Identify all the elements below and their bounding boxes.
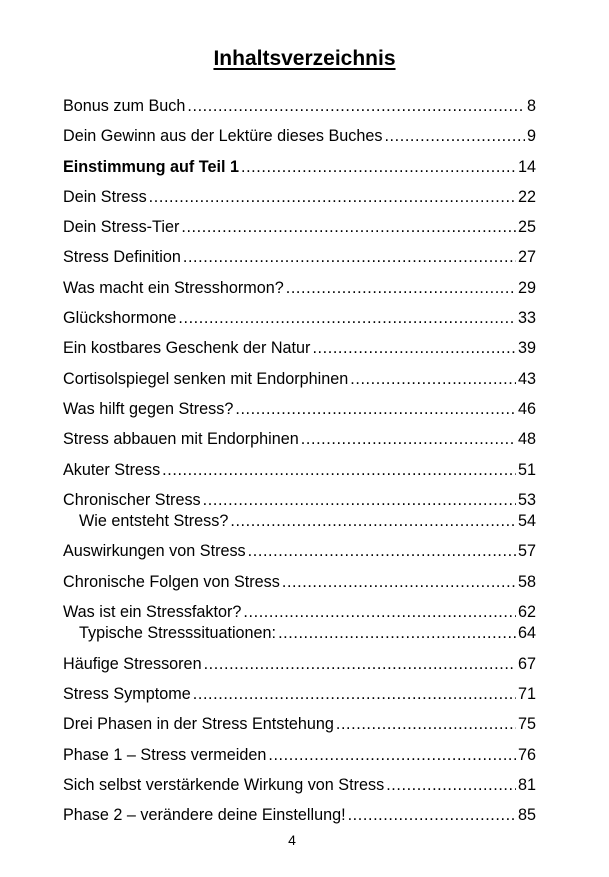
toc-entry[interactable]: [63, 126, 536, 146]
toc-entry-page: 29: [517, 278, 536, 297]
toc-entry-page: 75: [517, 715, 536, 734]
toc-entry[interactable]: [63, 96, 536, 116]
toc-entry[interactable]: [63, 278, 536, 298]
toc-entry-title: Chronischer Stress: [63, 490, 201, 509]
toc-entry-page: 51: [517, 460, 536, 479]
toc-entry-title: Stress Definition: [63, 248, 181, 267]
toc-entry-page: 8: [526, 97, 536, 115]
toc-entry[interactable]: [63, 572, 536, 592]
toc-entry-title: Was macht ein Stresshormon?: [63, 278, 284, 297]
toc-entry[interactable]: [63, 623, 536, 643]
toc-dot-leader: [162, 460, 516, 480]
toc-entry-title: Häufige Stressoren: [63, 654, 202, 673]
toc-entry[interactable]: [63, 460, 536, 480]
toc-dot-leader: [268, 745, 516, 765]
toc-entry-page: 76: [517, 745, 536, 764]
table-of-contents: [63, 96, 536, 825]
toc-entry-title: Cortisolspiegel senken mit Endorphinen: [63, 369, 349, 388]
toc-dot-leader: [181, 217, 516, 237]
toc-entry-page: 85: [517, 806, 536, 825]
toc-entry[interactable]: [63, 187, 536, 207]
toc-dot-leader: [282, 572, 516, 592]
toc-entry-title: Phase 1 – Stress vermeiden: [63, 745, 267, 764]
toc-entry-title: Chronische Folgen von Stress: [63, 572, 280, 591]
toc-entry[interactable]: [63, 541, 536, 561]
toc-entry-page: 43: [517, 369, 536, 388]
toc-entry-title: Phase 2 – verändere deine Einstellung!: [63, 806, 346, 825]
toc-entry[interactable]: [63, 217, 536, 237]
toc-entry-title: Sich selbst verstärkende Wirkung von Stress: [63, 775, 385, 794]
toc-entry-title: Einstimmung auf Teil 1: [63, 157, 239, 176]
toc-dot-leader: [178, 308, 516, 328]
toc-entry[interactable]: [63, 308, 536, 328]
toc-entry-page: 22: [517, 187, 536, 206]
toc-entry-title: Dein Stress-Tier: [63, 218, 180, 237]
toc-entry[interactable]: [63, 157, 536, 177]
toc-entry-title: Was hilft gegen Stress?: [63, 399, 234, 418]
toc-entry[interactable]: [63, 684, 536, 704]
toc-dot-leader: [312, 338, 516, 358]
toc-entry[interactable]: [63, 775, 536, 795]
toc-dot-leader: [336, 714, 516, 734]
toc-entry-page: 58: [517, 572, 536, 591]
toc-entry-title: Akuter Stress: [63, 460, 161, 479]
toc-title: Inhaltsverzeichnis: [213, 47, 396, 70]
toc-entry[interactable]: [63, 399, 536, 419]
toc-dot-leader: [384, 126, 525, 146]
toc-entry-page: 48: [517, 430, 536, 449]
toc-entry-title: Typische Stresssituationen:: [79, 624, 277, 643]
toc-entry[interactable]: [63, 654, 536, 674]
toc-dot-leader: [241, 157, 516, 177]
toc-dot-leader: [248, 541, 516, 561]
toc-entry-title: Was ist ein Stressfaktor?: [63, 603, 242, 622]
toc-entry-page: 9: [526, 127, 536, 146]
toc-entry[interactable]: [63, 429, 536, 449]
toc-entry[interactable]: [63, 714, 536, 734]
page-number: 4: [288, 832, 296, 848]
toc-entry-title: Dein Gewinn aus der Lektüre dieses Buches: [63, 127, 383, 146]
toc-dot-leader: [350, 369, 516, 389]
toc-dot-leader: [187, 96, 525, 116]
toc-entry-page: 14: [517, 157, 536, 176]
toc-entry-title: Wie entsteht Stress?: [79, 512, 229, 531]
toc-entry[interactable]: [63, 338, 536, 358]
toc-entry-page: 33: [517, 309, 536, 328]
toc-entry-page: 39: [517, 339, 536, 358]
toc-entry-title: Ein kostbares Geschenk der Natur: [63, 339, 311, 358]
toc-entry-page: 57: [517, 542, 536, 561]
toc-entry[interactable]: [63, 602, 536, 622]
toc-dot-leader: [203, 490, 516, 510]
toc-entry-page: 62: [517, 603, 536, 622]
toc-entry[interactable]: [63, 511, 536, 531]
toc-entry-page: 54: [517, 512, 536, 531]
toc-entry-title: Stress abbauen mit Endorphinen: [63, 430, 299, 449]
toc-entry[interactable]: [63, 745, 536, 765]
toc-entry-title: Auswirkungen von Stress: [63, 542, 246, 561]
toc-dot-leader: [348, 805, 516, 825]
toc-entry[interactable]: [63, 490, 536, 510]
toc-dot-leader: [149, 187, 516, 207]
toc-entry-title: Bonus zum Buch: [63, 97, 186, 115]
toc-entry-title: Dein Stress: [63, 187, 147, 206]
toc-dot-leader: [286, 278, 516, 298]
toc-dot-leader: [230, 511, 516, 531]
toc-entry[interactable]: [63, 805, 536, 825]
toc-dot-leader: [204, 654, 516, 674]
toc-entry-page: 81: [517, 775, 536, 794]
toc-dot-leader: [278, 623, 516, 643]
toc-dot-leader: [183, 247, 516, 267]
toc-dot-leader: [193, 684, 516, 704]
toc-entry-page: 25: [517, 218, 536, 237]
toc-dot-leader: [386, 775, 516, 795]
toc-entry-title: Glückshormone: [63, 309, 177, 328]
toc-entry-page: 46: [517, 399, 536, 418]
toc-entry-page: 53: [517, 490, 536, 509]
toc-dot-leader: [235, 399, 516, 419]
toc-entry-page: 64: [517, 624, 536, 643]
toc-entry-page: 27: [517, 248, 536, 267]
toc-entry-page: 71: [517, 684, 536, 703]
toc-entry[interactable]: [63, 369, 536, 389]
toc-entry-title: Stress Symptome: [63, 684, 191, 703]
toc-dot-leader: [243, 602, 516, 622]
toc-entry[interactable]: [63, 247, 536, 267]
toc-entry-page: 67: [517, 654, 536, 673]
toc-entry-title: Drei Phasen in der Stress Entstehung: [63, 715, 334, 734]
toc-dot-leader: [301, 429, 516, 449]
